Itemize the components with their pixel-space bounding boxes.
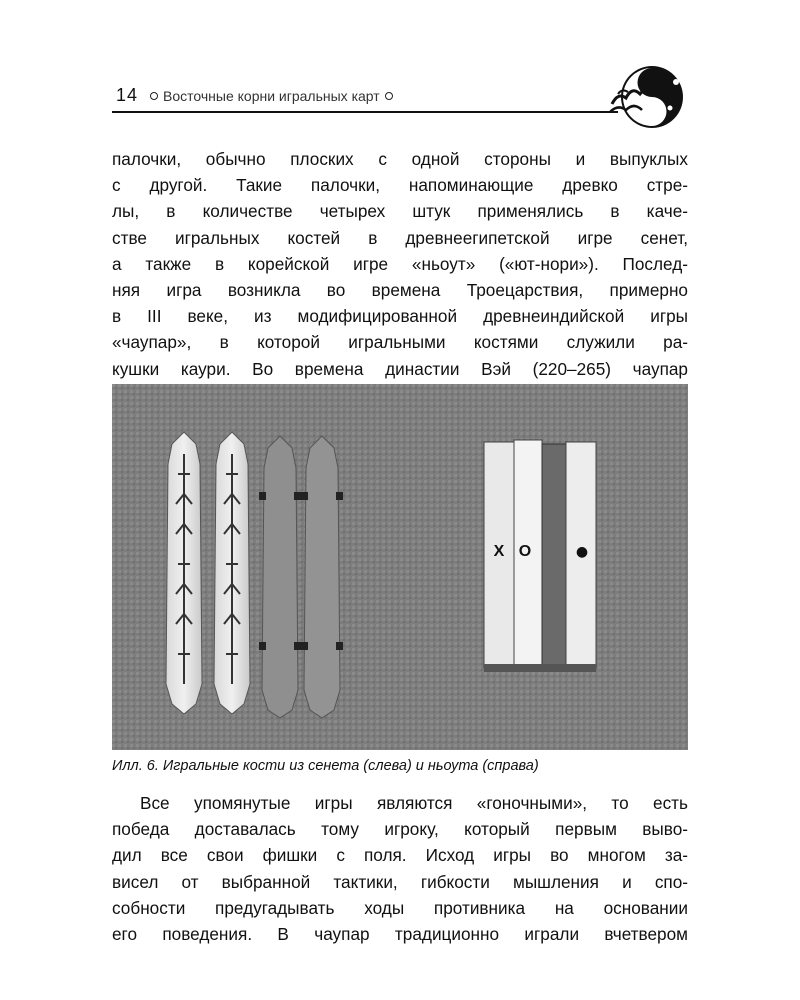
text-line: палочки, обычно плоских с одной стороны и выпуклых — [112, 149, 688, 169]
text-line: висел от выбранной тактики, гибкости мышления и спо- — [112, 871, 688, 892]
text-line: с другой. Такие палочки, напоминающие древко стре- — [112, 175, 688, 196]
text-line: лы, в количестве четырех штук применялись в каче- — [112, 201, 688, 222]
senet-stick — [166, 432, 202, 714]
stick-mark-o: O — [518, 543, 532, 560]
text-line: стве игральных костей в древнеегипетской игре сенет, — [112, 227, 688, 248]
body-paragraph-2 — [112, 790, 688, 947]
yin-yang-emblem-icon — [604, 64, 692, 130]
senet-stick — [259, 436, 301, 718]
text-line: а также в корейской игре «ньоут» («ют-нори»). Послед- — [112, 253, 688, 274]
game-dice-photo — [112, 384, 688, 750]
stick-mark-dot: ● — [575, 544, 589, 560]
text-line: его поведения. В чаупар традиционно играли вчетвером — [112, 924, 688, 945]
running-title-text: Восточные корни игральных карт — [163, 88, 380, 104]
page-number: 14 — [116, 85, 139, 105]
ring-bullet-icon — [150, 92, 158, 100]
body-paragraph-1 — [112, 146, 688, 408]
running-title — [150, 88, 393, 104]
senet-stick — [301, 436, 343, 718]
text-line: Все упомянутые игры являются «гоночными», то есть — [140, 793, 688, 813]
text-line: «чаупар», в которой игральными костями служили ра- — [112, 332, 688, 353]
text-line: кушки каури. Во времена династии Вэй (220–265) чаупар — [112, 358, 688, 379]
figure-caption: Илл. 6. Игральные кости из сенета (слева) и ньоута (справа) — [112, 758, 539, 774]
text-line: няя игра возникла во времена Троецарствия, примерно — [112, 280, 688, 301]
senet-stick — [214, 432, 250, 714]
ring-bullet-icon — [385, 92, 393, 100]
nyout-stick — [542, 444, 566, 668]
stick-mark-x: X — [493, 543, 505, 560]
text-line: победа доставалась тому игроку, который первым выво- — [112, 819, 688, 840]
page-header — [112, 82, 688, 112]
text-line: дил все свои фишки с поля. Исход игры во многом за- — [112, 845, 688, 866]
text-line: в III веке, из модифицированной древнеиндийской игры — [112, 306, 688, 327]
text-line: собности предугадывать ходы противника на основании — [112, 897, 688, 918]
header-rule — [112, 111, 618, 113]
stick-shadow — [484, 664, 596, 672]
